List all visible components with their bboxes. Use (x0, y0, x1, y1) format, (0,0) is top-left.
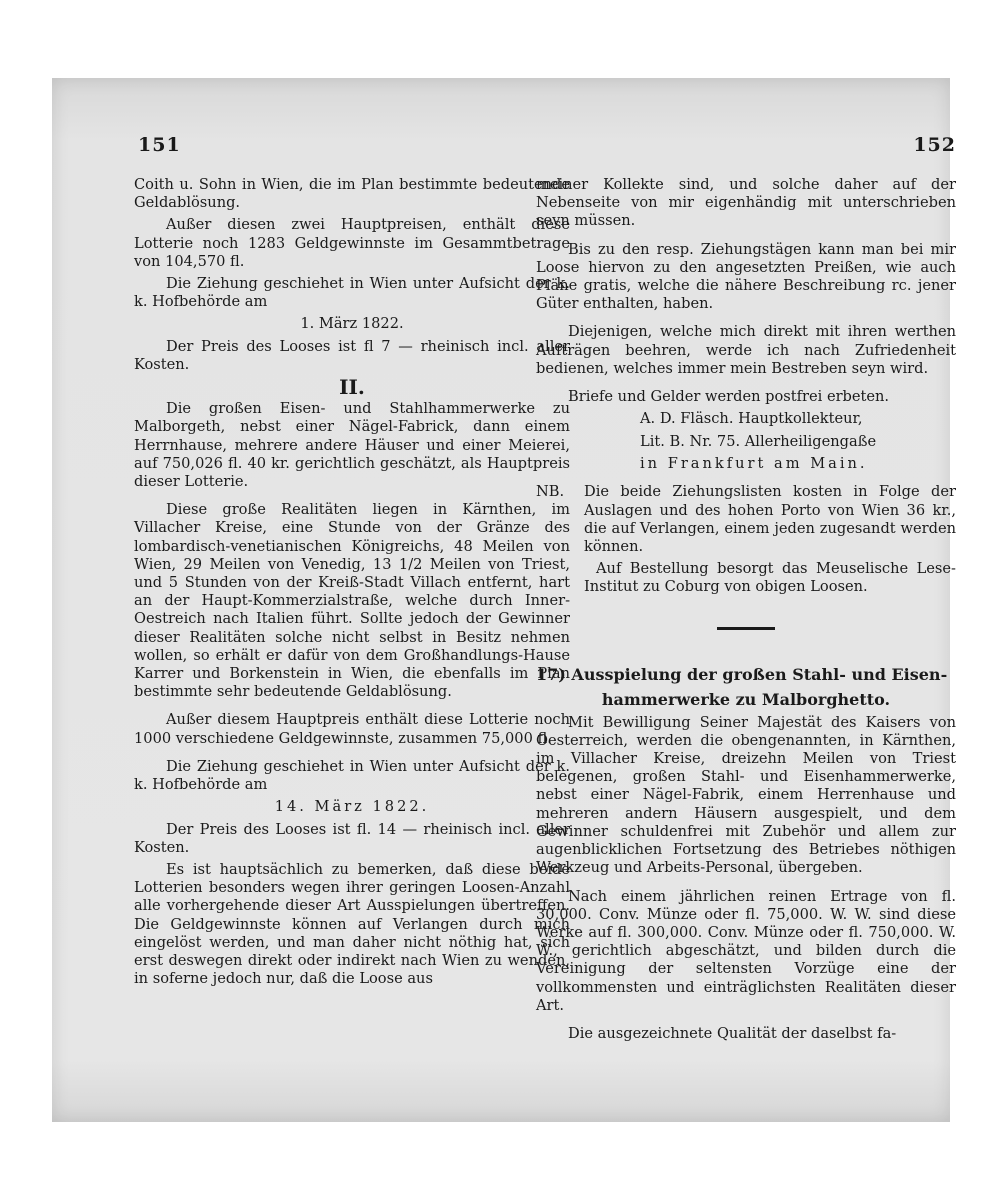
signature-line: A. D. Fläsch. Hauptkollekteur, (640, 410, 863, 428)
draw-date: 1. März 1822. (300, 315, 404, 333)
paragraph: Bis zu den resp. Ziehungstägen kann man bei mir Loose hiervon zu den angesetzten Preißen, wie auch Pläne gratis, welche die nähere Beschreibung rc. jener Güter enthalten, haben. (536, 240, 956, 313)
draw-date: 14. März 1822. (274, 798, 430, 816)
paragraph: Außer diesen zwei Hauptpreisen, enthält diese Lotterie noch 1283 Geldgewinnste im Gesammtbetrage von 104,570 fl. (134, 216, 570, 270)
nota-bene (536, 483, 956, 596)
paragraph: Die ausgezeichnete Qualität der daselbst fa- (568, 1024, 897, 1042)
article-heading: hammerwerke zu Malborghetto. (601, 689, 891, 709)
paragraph: Es ist hauptsächlich zu bemerken, daß diese beide Lotterien besonders wegen ihrer geringen Loosen-Anzahl alle vorhergehende dieser Art Ausspielungen übertreffen. Die Geldgewinnste können auf Verlangen durch mich eingelöst werden, und man daher nicht nöthig hat, sich erst deswegen direkt oder indirekt nach Wien zu wenden, in soferne jedoch nur, daß die Loose aus (134, 860, 570, 988)
article-heading: 17) Ausspielung der großen Stahl- und Eisen- (536, 664, 948, 684)
left-page (134, 78, 570, 1122)
paragraph: Auf Bestellung besorgt das Meuselische Lese-Institut zu Coburg von obigen Loosen. (584, 560, 956, 596)
paragraph: Diejenigen, welche mich direkt mit ihren werthen Aufträgen beehren, werde ich nach Zufriedenheit bedienen, welches immer mein Bestreben seyn wird. (536, 323, 956, 377)
signature-line: Lit. B. Nr. 75. Allerheiligengaße (640, 432, 877, 450)
left-page-text (134, 176, 570, 992)
section-heading: II. (339, 375, 365, 400)
paragraph: Coith u. Sohn in Wien, die im Plan bestimmte bedeutende Geldablösung. (134, 176, 570, 212)
paragraph: Briefe und Gelder werden postfrei erbeten. (568, 388, 890, 406)
paragraph: Der Preis des Looses ist fl 7 — rheinisch incl. aller Kosten. (134, 337, 570, 373)
nb-label: NB. (536, 483, 565, 501)
paragraph: Die beide Ziehungslisten kosten in Folge der Auslagen und des hohen Porto von Wien 36 kr., die auf Verlangen, einem jeden zugesandt werden können. (584, 483, 956, 556)
paragraph: Diese große Realitäten liegen in Kärnthen, im Villacher Kreise, eine Stunde von der Gränze des lombardisch-venetianischen Königreichs, 48 Meilen von Wien, 29 Meilen von Venedig, 13 1/2 Meilen von Triest, und 5 Stunden von der Kreiß-Stadt Villach entfernt, hart an der Haupt-Kommerzialstraße, welche durch Inner-Oestreich nach Italien führt. Sollte jedoch der Gewinner dieser Realitäten solche nicht selbst in Besitz nehmen wollen, so erhält er dafür von dem Großhandlungs-Hause Karrer und Borkenstein in Wien, die ebenfalls im Plan bestimmte sehr bedeutende Geldablösung. (134, 501, 570, 701)
signature-line: in Frankfurt am Main. (640, 455, 868, 473)
paragraph: Die großen Eisen- und Stahlhammerwerke zu Malborgeth, nebst einer Nägel-Fabrick, dann einem Herrnhause, mehrere andere Häuser und einer Meierei, auf 750,026 fl. 40 kr. gerichtlich geschätzt, als Hauptpreis dieser Lotterie. (134, 400, 570, 491)
section-divider (717, 627, 775, 630)
page-number: 151 (138, 134, 181, 156)
paragraph: Mit Bewilligung Seiner Majestät des Kaisers von Oesterreich, werden die obengenannten, in Kärnthen, im Villacher Kreise, dreizehn Meilen von Triest belegenen, großen Stahl- und Eisenhammerwerke, nebst einer Nägel-Fabrik, einem Herrenhause und mehreren andern Häusern ausgespielt, und dem Gewinner schuldenfrei mit Zubehör und allem zur augenblicklichen Fortsetzung des Betriebes nöthigen Werkzeug und Arbeits-Personal, übergeben. (536, 713, 956, 877)
paragraph: Der Preis des Looses ist fl. 14 — rheinisch incl. aller Kosten. (134, 820, 570, 856)
page-number: 152 (913, 134, 956, 156)
paragraph: Nach einem jährlichen reinen Ertrage von fl. 30,000. Conv. Münze oder fl. 75,000. W. W. sind diese Werke auf fl. 300,000. Conv. Münze oder fl. 750,000. W. W., gerichtlich abgeschätzt, und bilden durch die Vereinigung der seltensten Vorzüge eine der vollkommensten und einträglichsten Realitäten dieser Art. (536, 887, 956, 1014)
scanned-book-spread (52, 78, 956, 1122)
right-page (536, 78, 956, 1122)
paragraph: Die Ziehung geschiehet in Wien unter Aufsicht der k. k. Hofbehörde am (134, 275, 570, 311)
paragraph: Außer diesem Hauptpreis enthält diese Lotterie noch 1000 verschiedene Geldgewinnste, zusammen 75,000 fl. (134, 711, 570, 747)
paragraph: meiner Kollekte sind, und solche daher auf der Nebenseite von mir eigenhändig mit unterschrieben seyn müssen. (536, 176, 956, 230)
paragraph: Die Ziehung geschiehet in Wien unter Aufsicht der k. k. Hofbehörde am (134, 757, 570, 794)
right-page-text (536, 176, 956, 1047)
